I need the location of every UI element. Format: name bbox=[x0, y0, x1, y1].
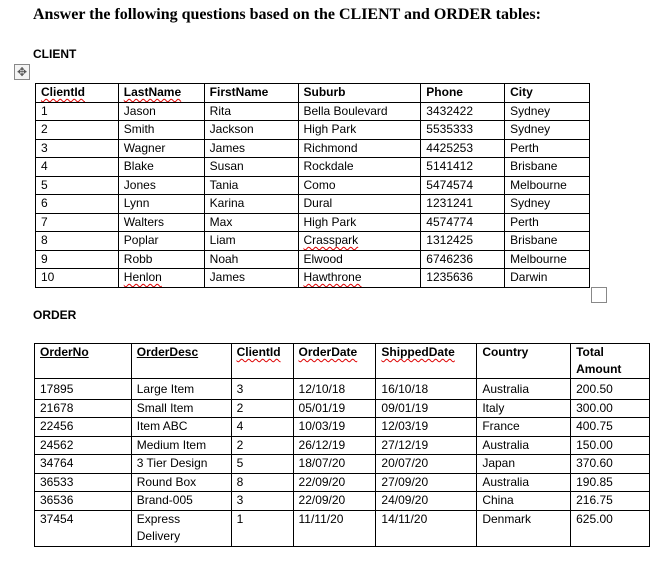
order-cell-orderno: 17895 bbox=[35, 379, 132, 400]
client-col-clientid: ClientId bbox=[36, 84, 119, 103]
order-cell-orderno: 24562 bbox=[35, 436, 132, 455]
client-table-body bbox=[36, 102, 590, 287]
client-cell-firstname: Max bbox=[204, 213, 298, 232]
client-cell-city: Darwin bbox=[505, 269, 590, 288]
order-col-clientid: ClientId bbox=[231, 344, 293, 379]
client-cell-lastname: Poplar bbox=[118, 232, 204, 251]
order-cell-orderno: 34764 bbox=[35, 455, 132, 474]
client-col-city: City bbox=[505, 84, 590, 103]
client-cell-firstname: Susan bbox=[204, 158, 298, 177]
client-row bbox=[36, 158, 590, 177]
order-cell-country: Italy bbox=[477, 399, 571, 418]
client-col-suburb: Suburb bbox=[298, 84, 421, 103]
order-col-country: Country bbox=[477, 344, 571, 379]
order-row bbox=[35, 492, 650, 511]
client-cell-clientid: 9 bbox=[36, 250, 119, 269]
order-cell-orderdate: 11/11/20 bbox=[293, 510, 376, 546]
client-cell-firstname: Liam bbox=[204, 232, 298, 251]
client-cell-phone: 6746236 bbox=[421, 250, 505, 269]
client-col-firstname: FirstName bbox=[204, 84, 298, 103]
client-row bbox=[36, 195, 590, 214]
client-cell-city: Sydney bbox=[505, 121, 590, 140]
order-cell-orderdate: 12/10/18 bbox=[293, 379, 376, 400]
order-row bbox=[35, 379, 650, 400]
client-row bbox=[36, 121, 590, 140]
client-cell-firstname: Tania bbox=[204, 176, 298, 195]
table-move-handle-icon[interactable]: ✥ bbox=[14, 64, 30, 80]
order-cell-total-amount: 200.50 bbox=[571, 379, 650, 400]
order-cell-country: Australia bbox=[477, 436, 571, 455]
order-cell-orderdate: 05/01/19 bbox=[293, 399, 376, 418]
client-cell-city: Melbourne bbox=[505, 176, 590, 195]
client-cell-phone: 5474574 bbox=[421, 176, 505, 195]
order-cell-total-amount: 300.00 bbox=[571, 399, 650, 418]
order-col-orderno: OrderNo bbox=[35, 344, 132, 379]
client-cell-city: Sydney bbox=[505, 102, 590, 121]
page-heading: Answer the following questions based on the CLIENT and ORDER tables: bbox=[33, 6, 541, 23]
client-cell-suburb: High Park bbox=[298, 121, 421, 140]
client-cell-firstname: James bbox=[204, 269, 298, 288]
order-col-total-amount: Total Amount bbox=[571, 344, 650, 379]
table-resize-handle[interactable] bbox=[591, 287, 607, 303]
client-cell-phone: 3432422 bbox=[421, 102, 505, 121]
order-cell-country: France bbox=[477, 418, 571, 437]
client-cell-suburb: Hawthrone bbox=[298, 269, 421, 288]
client-cell-city: Brisbane bbox=[505, 232, 590, 251]
client-table-label: CLIENT bbox=[33, 47, 77, 61]
client-cell-lastname: Henlon bbox=[118, 269, 204, 288]
client-cell-clientid: 3 bbox=[36, 139, 119, 158]
order-cell-clientid: 4 bbox=[231, 418, 293, 437]
order-cell-clientid: 1 bbox=[231, 510, 293, 546]
client-cell-firstname: Rita bbox=[204, 102, 298, 121]
client-col-phone: Phone bbox=[421, 84, 505, 103]
order-table bbox=[34, 343, 650, 547]
order-cell-orderdate: 22/09/20 bbox=[293, 492, 376, 511]
client-cell-clientid: 4 bbox=[36, 158, 119, 177]
client-cell-phone: 4425253 bbox=[421, 139, 505, 158]
client-cell-lastname: Walters bbox=[118, 213, 204, 232]
client-cell-clientid: 1 bbox=[36, 102, 119, 121]
order-cell-clientid: 3 bbox=[231, 492, 293, 511]
order-cell-orderdesc: Brand-005 bbox=[131, 492, 231, 511]
client-cell-lastname: Wagner bbox=[118, 139, 204, 158]
order-table-label: ORDER bbox=[33, 308, 77, 322]
client-cell-clientid: 10 bbox=[36, 269, 119, 288]
client-cell-firstname: Karina bbox=[204, 195, 298, 214]
order-cell-orderdesc: Express Delivery bbox=[131, 510, 231, 546]
order-cell-total-amount: 216.75 bbox=[571, 492, 650, 511]
order-cell-clientid: 2 bbox=[231, 399, 293, 418]
client-cell-phone: 1312425 bbox=[421, 232, 505, 251]
order-row bbox=[35, 399, 650, 418]
order-table-body bbox=[35, 379, 650, 547]
order-cell-shippeddate: 20/07/20 bbox=[376, 455, 477, 474]
client-cell-lastname: Lynn bbox=[118, 195, 204, 214]
order-cell-orderdesc: Item ABC bbox=[131, 418, 231, 437]
client-cell-lastname: Blake bbox=[118, 158, 204, 177]
client-cell-clientid: 8 bbox=[36, 232, 119, 251]
order-cell-orderno: 21678 bbox=[35, 399, 132, 418]
client-cell-city: Perth bbox=[505, 213, 590, 232]
client-row bbox=[36, 232, 590, 251]
client-header-row bbox=[36, 84, 590, 103]
order-cell-total-amount: 400.75 bbox=[571, 418, 650, 437]
order-cell-clientid: 2 bbox=[231, 436, 293, 455]
client-cell-phone: 5535333 bbox=[421, 121, 505, 140]
order-row bbox=[35, 473, 650, 492]
client-cell-suburb: Richmond bbox=[298, 139, 421, 158]
client-row bbox=[36, 213, 590, 232]
order-cell-orderdesc: Small Item bbox=[131, 399, 231, 418]
client-row bbox=[36, 269, 590, 288]
order-cell-orderdesc: 3 Tier Design bbox=[131, 455, 231, 474]
order-cell-shippeddate: 24/09/20 bbox=[376, 492, 477, 511]
client-cell-firstname: Noah bbox=[204, 250, 298, 269]
order-cell-country: China bbox=[477, 492, 571, 511]
order-cell-orderdesc: Round Box bbox=[131, 473, 231, 492]
client-cell-phone: 1235636 bbox=[421, 269, 505, 288]
client-cell-clientid: 6 bbox=[36, 195, 119, 214]
order-cell-orderdate: 22/09/20 bbox=[293, 473, 376, 492]
order-cell-clientid: 3 bbox=[231, 379, 293, 400]
client-cell-suburb: Bella Boulevard bbox=[298, 102, 421, 121]
order-cell-orderdesc: Medium Item bbox=[131, 436, 231, 455]
order-cell-country: Japan bbox=[477, 455, 571, 474]
client-cell-firstname: Jackson bbox=[204, 121, 298, 140]
client-cell-clientid: 5 bbox=[36, 176, 119, 195]
client-cell-city: Brisbane bbox=[505, 158, 590, 177]
order-col-orderdesc: OrderDesc bbox=[131, 344, 231, 379]
order-cell-total-amount: 370.60 bbox=[571, 455, 650, 474]
order-cell-clientid: 5 bbox=[231, 455, 293, 474]
client-cell-phone: 1231241 bbox=[421, 195, 505, 214]
client-cell-city: Sydney bbox=[505, 195, 590, 214]
order-row bbox=[35, 418, 650, 437]
client-cell-city: Melbourne bbox=[505, 250, 590, 269]
client-cell-firstname: James bbox=[204, 139, 298, 158]
client-cell-suburb: Rockdale bbox=[298, 158, 421, 177]
order-row bbox=[35, 510, 650, 546]
order-col-shippeddate: ShippedDate bbox=[376, 344, 477, 379]
order-cell-orderdate: 10/03/19 bbox=[293, 418, 376, 437]
order-cell-shippeddate: 27/09/20 bbox=[376, 473, 477, 492]
order-header-row bbox=[35, 344, 650, 379]
order-cell-orderno: 36536 bbox=[35, 492, 132, 511]
client-cell-phone: 4574774 bbox=[421, 213, 505, 232]
client-cell-suburb: High Park bbox=[298, 213, 421, 232]
order-cell-total-amount: 150.00 bbox=[571, 436, 650, 455]
order-cell-orderno: 36533 bbox=[35, 473, 132, 492]
order-col-orderdate: OrderDate bbox=[293, 344, 376, 379]
order-cell-orderdate: 18/07/20 bbox=[293, 455, 376, 474]
order-cell-orderdesc: Large Item bbox=[131, 379, 231, 400]
client-cell-city: Perth bbox=[505, 139, 590, 158]
order-cell-shippeddate: 09/01/19 bbox=[376, 399, 477, 418]
order-row bbox=[35, 455, 650, 474]
client-cell-suburb: Elwood bbox=[298, 250, 421, 269]
order-cell-country: Australia bbox=[477, 473, 571, 492]
client-row bbox=[36, 139, 590, 158]
client-cell-suburb: Crasspark bbox=[298, 232, 421, 251]
client-row bbox=[36, 176, 590, 195]
client-cell-lastname: Smith bbox=[118, 121, 204, 140]
order-cell-shippeddate: 16/10/18 bbox=[376, 379, 477, 400]
order-cell-orderno: 37454 bbox=[35, 510, 132, 546]
order-cell-total-amount: 190.85 bbox=[571, 473, 650, 492]
client-cell-lastname: Jones bbox=[118, 176, 204, 195]
client-row bbox=[36, 102, 590, 121]
order-cell-shippeddate: 27/12/19 bbox=[376, 436, 477, 455]
client-cell-suburb: Como bbox=[298, 176, 421, 195]
client-cell-lastname: Robb bbox=[118, 250, 204, 269]
client-cell-suburb: Dural bbox=[298, 195, 421, 214]
client-cell-lastname: Jason bbox=[118, 102, 204, 121]
order-cell-country: Denmark bbox=[477, 510, 571, 546]
client-cell-phone: 5141412 bbox=[421, 158, 505, 177]
client-cell-clientid: 7 bbox=[36, 213, 119, 232]
order-cell-shippeddate: 12/03/19 bbox=[376, 418, 477, 437]
order-cell-total-amount: 625.00 bbox=[571, 510, 650, 546]
client-cell-clientid: 2 bbox=[36, 121, 119, 140]
order-cell-country: Australia bbox=[477, 379, 571, 400]
order-cell-clientid: 8 bbox=[231, 473, 293, 492]
order-cell-shippeddate: 14/11/20 bbox=[376, 510, 477, 546]
client-col-lastname: LastName bbox=[118, 84, 204, 103]
client-row bbox=[36, 250, 590, 269]
order-row bbox=[35, 436, 650, 455]
order-cell-orderno: 22456 bbox=[35, 418, 132, 437]
client-table bbox=[35, 83, 590, 288]
order-cell-orderdate: 26/12/19 bbox=[293, 436, 376, 455]
